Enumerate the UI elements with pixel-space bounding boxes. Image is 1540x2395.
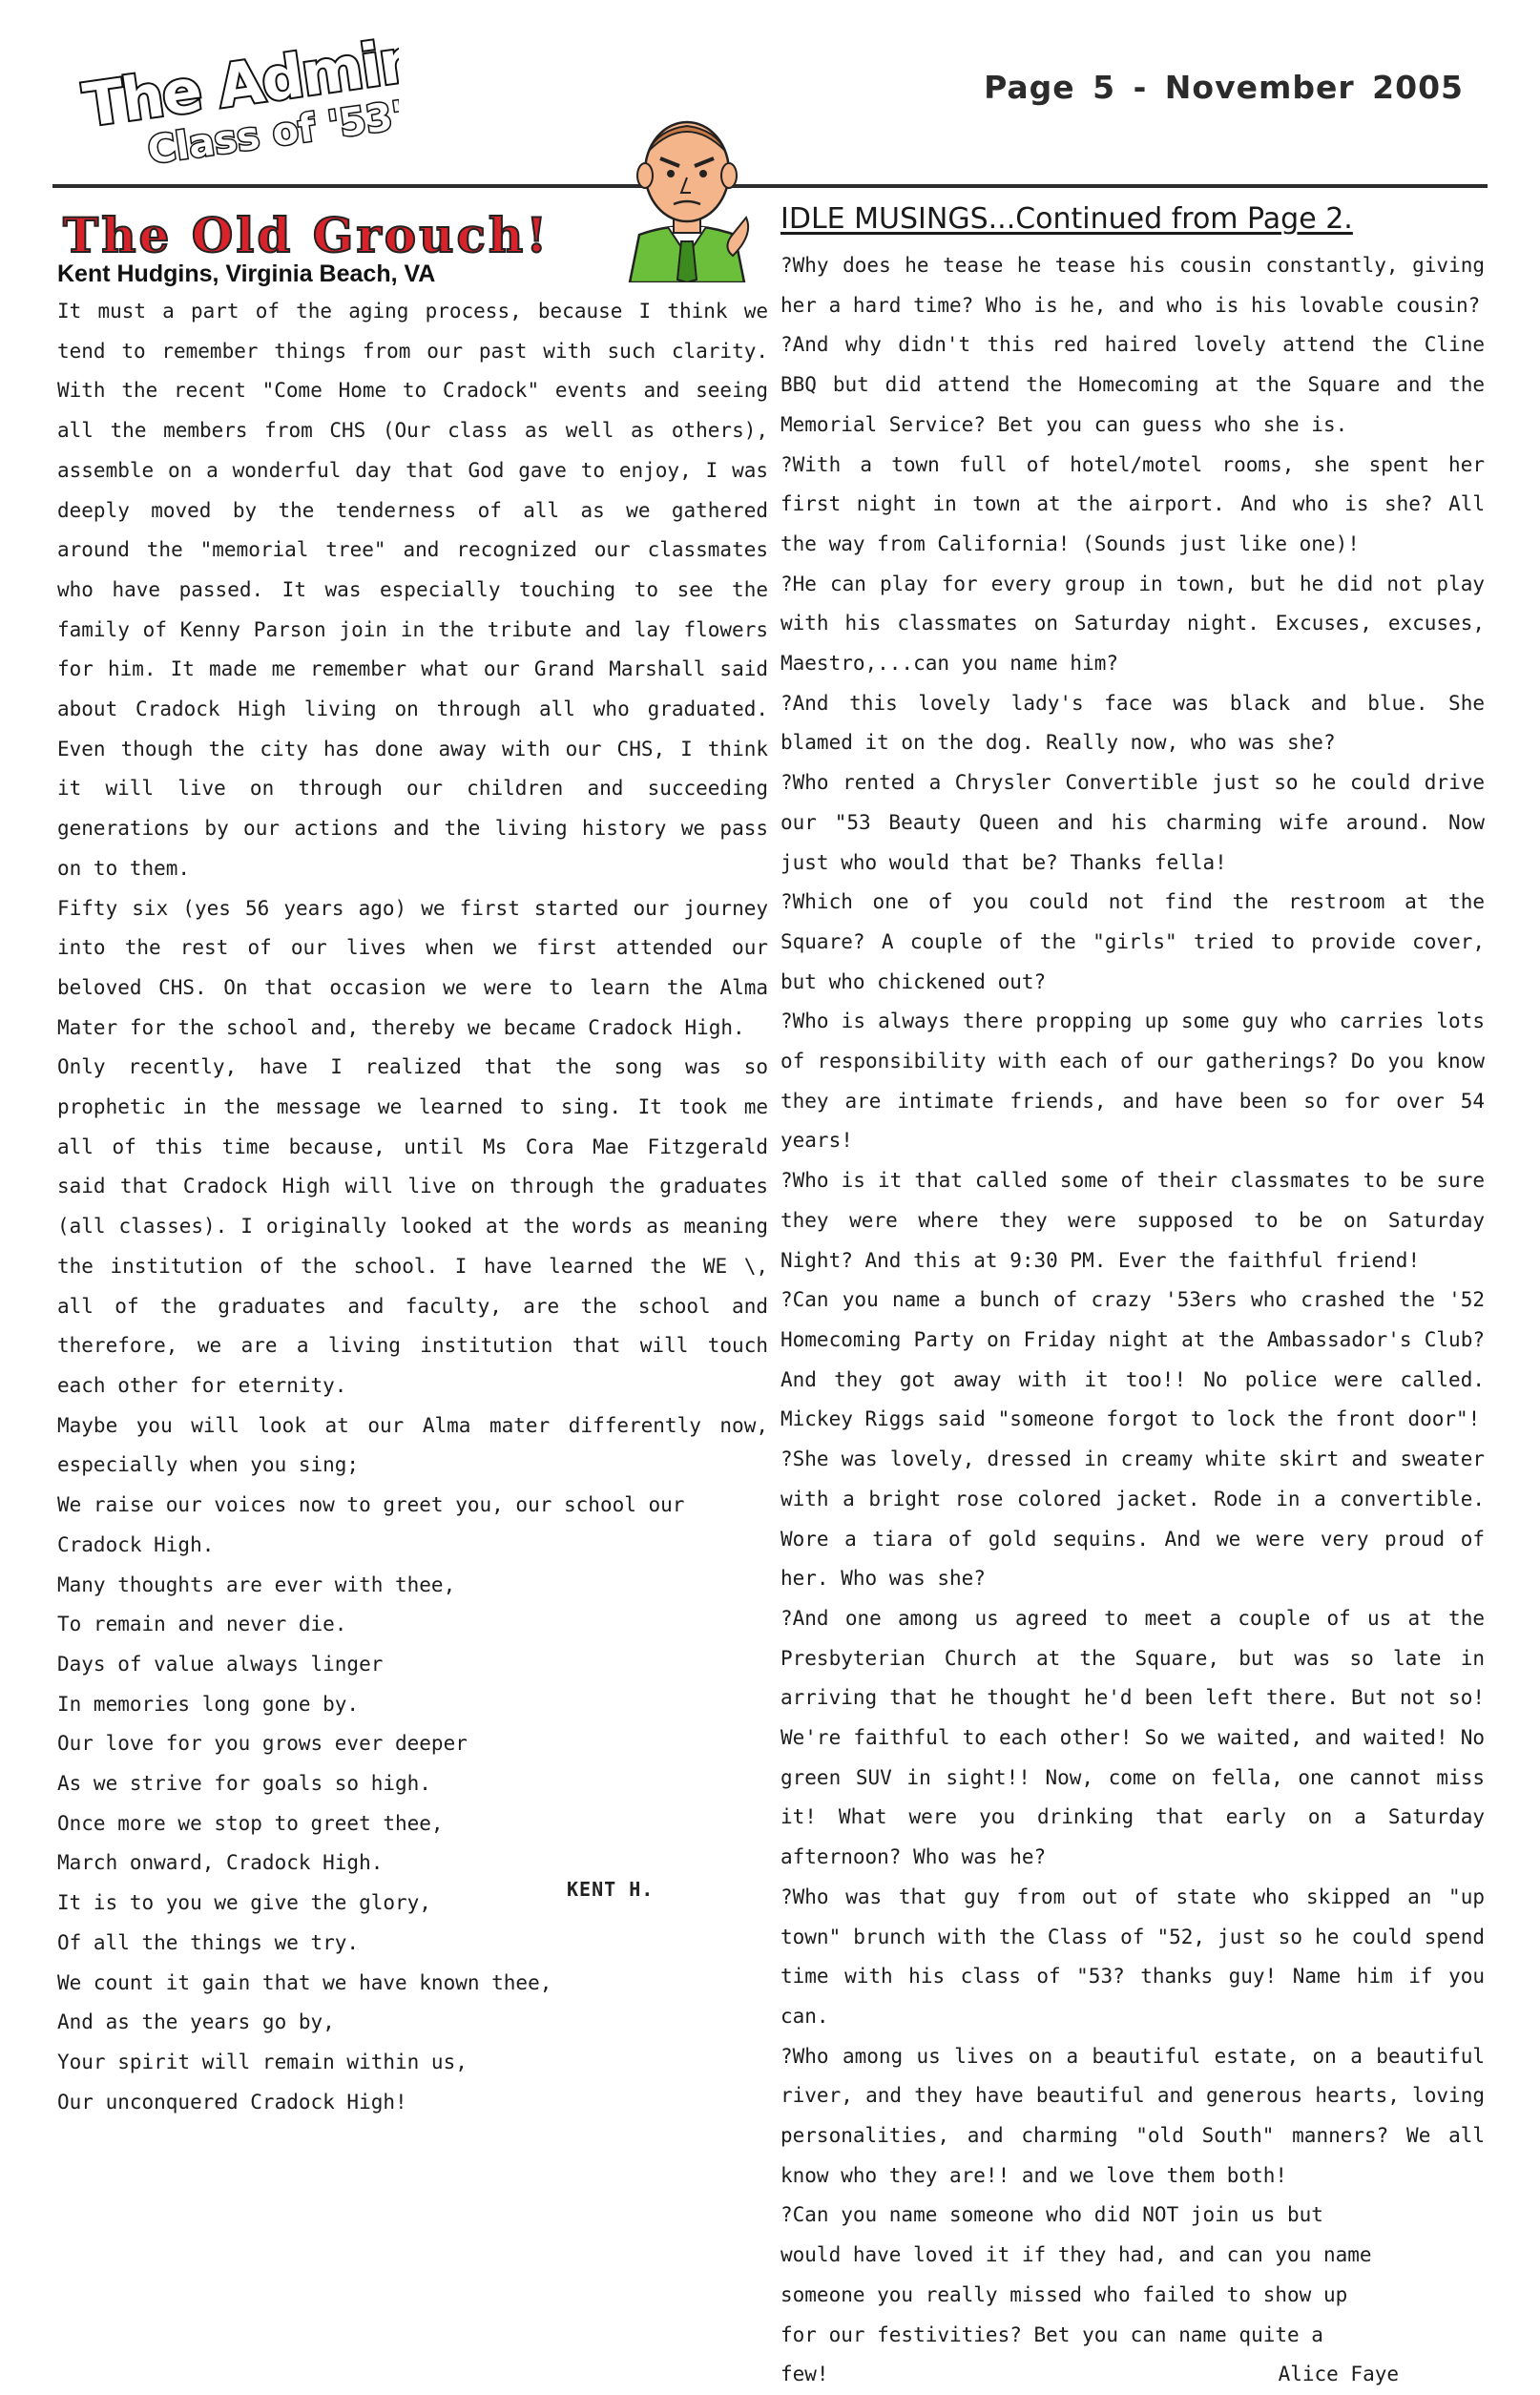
poem-line: Our love for you grows ever deeper — [57, 1732, 468, 1756]
author-signature: KENT H. — [567, 1878, 655, 1901]
logo-title: The Admiral — [78, 29, 399, 141]
musing-item: ?Who is it that called some of their classmates to be sure they were where they were supposed to be on Saturday Night? And this at 9:30 PM. Ever the faithful friend! — [780, 1169, 1485, 1272]
grouch-paragraph-1: It must a part of the aging process, because I think we tend to remember things from our past with such clarity. With the recent "Come Home to Cradock" events and seeing all the members from CHS (Our class as well as others), assemble on a wonderful day that God gave to enjoy, I was deeply moved by the tenderness of all as we gathered around the "memorial tree" and recognized our classmates who have passed. It was especially touching to see the family of Kenny Parson join in the tribute and lay flowers for him. It made me remember what our Grand Marshall said about Cradock High living on through all who graduated. Even though the city has done away with our CHS, I think it will live on through our children and succeeding generations by our actions and the living history we pass on to them. — [57, 300, 768, 880]
musing-item: ?Who among us lives on a beautiful estate, on a beautiful river, and they have beautiful and generous hearts, loving personalities, and charming "old South" manners? We all know who they are!! and we love them both! — [780, 2044, 1485, 2187]
poem-line: As we strive for goals so high. — [57, 1772, 431, 1796]
page-date: Page 5 - November 2005 — [984, 69, 1464, 106]
grouch-paragraph-4: Maybe you will look at our Alma mater differently now, especially when you sing; — [57, 1413, 768, 1477]
grouch-article-body — [57, 292, 768, 2122]
grouch-paragraph-2: Fifty six (yes 56 years ago) we first started our journey into the rest of our lives when we first attended our beloved CHS. On that occasion we were to learn the Alma Mater for the school and, thereby we became Cradock High. — [57, 896, 768, 1039]
musing-item: ?Can you name someone who did NOT join us but would have loved it if they had, and can you name someone you really missed who failed to show up for our festivities? Bet you can name quite a few! — [780, 2203, 1372, 2386]
musing-item: ?She was lovely, dressed in creamy white skirt and sweater with a bright rose colored jacket. Rode in a convertible. Wore a tiara of gold sequins. And we were very proud of her. Who was she? — [780, 1447, 1485, 1591]
musing-item: ?With a town full of hotel/motel rooms, she spent her first night in town at the airport. And who is she? All the way from California! (Sounds just like one)! — [780, 452, 1485, 555]
musing-author: Alice Faye — [1278, 2363, 1399, 2386]
poem-line: In memories long gone by. — [57, 1692, 360, 1716]
poem-line: Once more we stop to greet thee, — [57, 1811, 444, 1835]
admiral-logo — [74, 29, 399, 172]
musing-item: ?Who is always there propping up some guy who carries lots of responsibility with each of our gatherings? Do you know they are intimate friends, and have been so for over 54 years! — [780, 1010, 1485, 1153]
musing-item: ?Who was that guy from out of state who skipped an "up town" brunch with the Class of "52, just so he could spend time with his class of "53? thanks guy! Name him if you can. — [780, 1885, 1485, 2028]
poem-line: To remain and never die. — [57, 1613, 347, 1636]
poem-line: Days of value always linger — [57, 1652, 384, 1676]
poem-line: It is to you we give the glory, — [57, 1891, 431, 1915]
grouch-mascot-illustration — [611, 113, 763, 282]
poem-line: And as the years go by, — [57, 2010, 335, 2034]
poem-line: Of all the things we try. — [57, 1930, 360, 1954]
poem-line: Many thoughts are ever with thee, — [57, 1572, 456, 1596]
masthead-logo — [74, 29, 399, 172]
grouch-paragraph-3: Only recently, have I realized that the song was so prophetic in the message we learned to sing. It took me all of this time because, until Ms Cora Mae Fitzgerald said that Cradock High will live on through the graduates (all classes). I originally looked at the words as meaning the institution of the school. I have learned the WE \, all of the graduates and faculty, are the school and therefore, we are a living institution that will touch each other for eternity. — [57, 1055, 768, 1397]
idle-musings-heading: IDLE MUSINGS...Continued from Page 2. — [780, 202, 1353, 236]
grouch-title-text: The Old Grouch! — [63, 207, 551, 263]
poem-line: Our unconquered Cradock High! — [57, 2090, 407, 2114]
old-grouch-title — [57, 202, 630, 265]
idle-musings-body — [780, 246, 1485, 2395]
musing-item: ?And one among us agreed to meet a couple of us at the Presbyterian Church at the Square, but was so late in arriving that he thought he'd been left there. But not so! We're faithful to each other! So we waited, and waited! No green SUV in sight!! Now, come on fella, one cannot miss it! What were you drinking that early on a Saturday afternoon? Who was he? — [780, 1606, 1485, 1869]
musing-item: ?Who rented a Chrysler Convertible just so he could drive our "53 Beauty Queen and his charming wife around. Now just who would that be? Thanks fella! — [780, 771, 1485, 874]
musing-item: ?And this lovely lady's face was black and blue. She blamed it on the dog. Really now, who was she? — [780, 691, 1485, 755]
logo-subtitle: Class of '53' — [145, 94, 399, 172]
musing-item: ?And why didn't this red haired lovely attend the Cline BBQ but did attend the Homecoming at the Square and the Memorial Service? Bet you can guess who she is. — [780, 333, 1485, 436]
poem-line: We raise our voices now to greet you, our school our Cradock High. — [57, 1493, 685, 1556]
musing-item: ?Can you name a bunch of crazy '53ers who crashed the '52 Homecoming Party on Friday night at the Ambassador's Club? And they got away with it too!! No police were called. Mickey Riggs said "someone forgot to lock the front door"! — [780, 1288, 1485, 1431]
poem-line: Your spirit will remain within us, — [57, 2050, 468, 2073]
musing-item: ?Which one of you could not find the restroom at the Square? A couple of the "girls" tried to provide cover, but who chickened out? — [780, 890, 1485, 993]
poem-line: March onward, Cradock High. — [57, 1851, 384, 1875]
byline: Kent Hudgins, Virginia Beach, VA — [57, 260, 436, 287]
alma-mater-poem — [57, 1486, 768, 2122]
musing-item: ?He can play for every group in town, but he did not play with his classmates on Saturday night. Excuses, excuses, Maestro,...can you name him? — [780, 572, 1485, 676]
musing-item: ?Why does he tease he tease his cousin constantly, giving her a hard time? Who is he, and who is his lovable cousin? — [780, 254, 1485, 317]
poem-line: We count it gain that we have known thee, — [57, 1970, 552, 1994]
header-rule — [52, 184, 1488, 188]
